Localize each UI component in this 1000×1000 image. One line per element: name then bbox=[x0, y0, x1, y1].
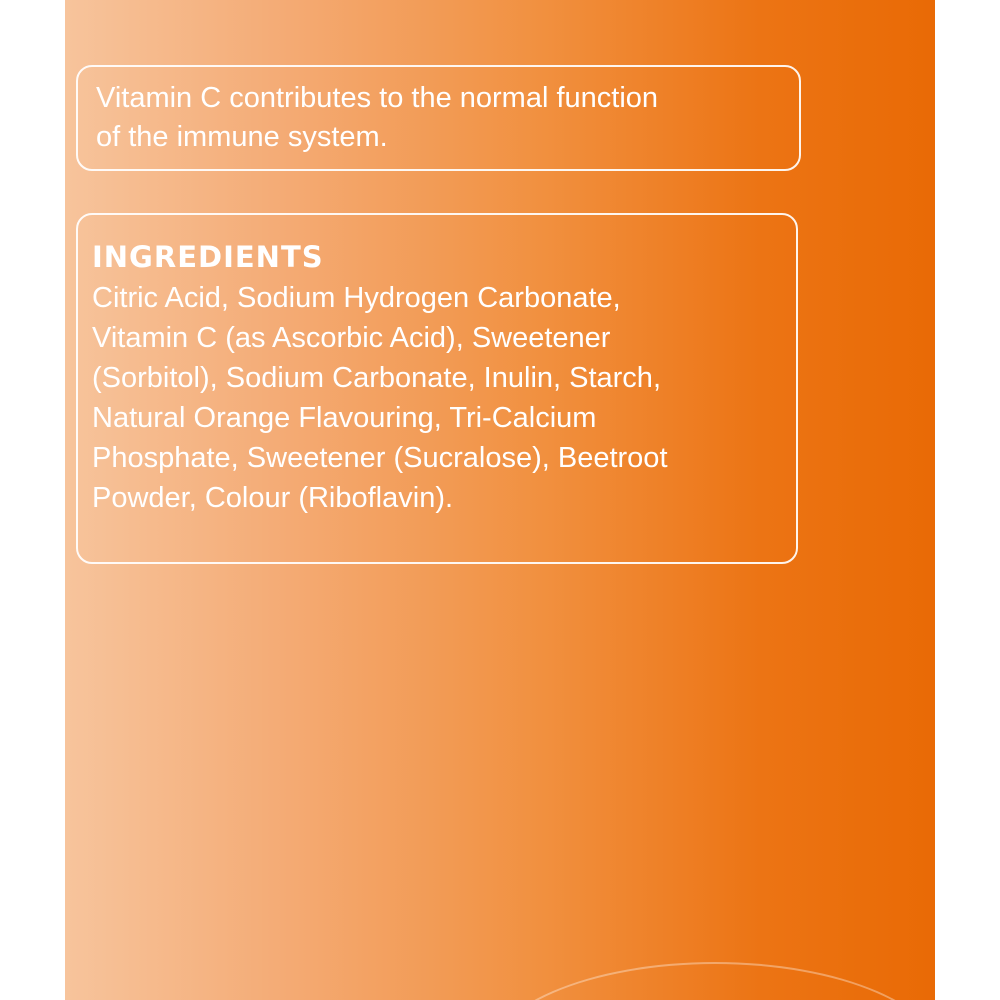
ingredients-line-6: Powder, Colour (Riboflavin). bbox=[92, 482, 454, 514]
health-claim-line-2: of the immune system. bbox=[96, 121, 388, 153]
ingredients-line-5: Phosphate, Sweetener (Sucralose), Beetroot bbox=[92, 442, 668, 474]
ingredients-heading: INGREDIENTS bbox=[92, 240, 324, 274]
health-claim-line-1: Vitamin C contributes to the normal function bbox=[96, 82, 659, 114]
decorative-arc bbox=[485, 962, 935, 1000]
ingredients-list bbox=[92, 278, 782, 518]
health-claim-box bbox=[76, 65, 801, 171]
ingredients-line-3: (Sorbitol), Sodium Carbonate, Inulin, Starch, bbox=[92, 362, 661, 394]
orange-label-panel bbox=[65, 0, 935, 1000]
ingredients-line-4: Natural Orange Flavouring, Tri-Calcium bbox=[92, 402, 597, 434]
ingredients-box bbox=[76, 213, 798, 564]
ingredients-line-1: Citric Acid, Sodium Hydrogen Carbonate, bbox=[92, 282, 621, 314]
ingredients-line-2: Vitamin C (as Ascorbic Acid), Sweetener bbox=[92, 322, 611, 354]
